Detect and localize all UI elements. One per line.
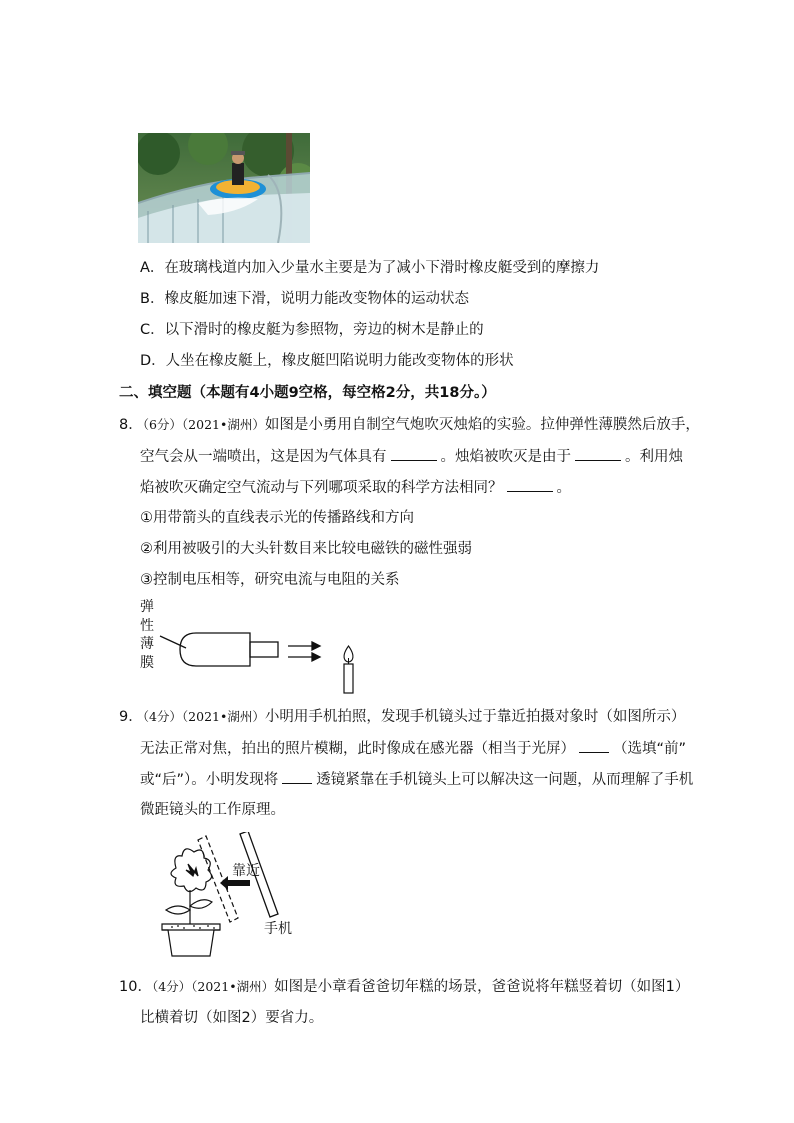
q8-text-2c: 。利用烛 — [625, 449, 683, 465]
glass-slide-photo — [138, 133, 310, 243]
q10-meta: （4分）（2021•湖州） — [151, 979, 275, 994]
phone-flower-figure — [138, 832, 308, 962]
q9-line3 — [140, 769, 693, 790]
option-b: B．橡皮艇加速下滑，说明力能改变物体的运动状态 — [140, 291, 469, 307]
q8-text-2a: 空气会从一端喷出，这是因为气体具有 — [140, 449, 387, 465]
flower-icon — [162, 849, 220, 956]
q9-text-3a: 或“后”）。小明发现将 — [140, 772, 279, 788]
near-label: 靠近 — [232, 863, 260, 879]
q10-text-1: 如图是小章看爸爸切年糕的场景，爸爸说将年糕竖着切（如图1） — [274, 979, 690, 995]
q8-text-1: 如图是小勇用自制空气炮吹灭烛焰的实验。拉伸弹性薄膜然后放手， — [264, 417, 700, 433]
q8-blank-3[interactable] — [507, 477, 553, 492]
air-flow-arrows — [288, 642, 320, 661]
q8-number: 8． — [119, 417, 143, 433]
section-title: 二、填空题（本题有4小题9空格，每空格2分，共18分。） — [119, 385, 496, 401]
q8-line2 — [140, 446, 683, 467]
pot-soil-dots — [171, 925, 215, 929]
q8-text-3a: 焰被吹灭确定空气流动与下列哪项采取的科学方法相同？ — [140, 480, 503, 496]
q9-blank-2[interactable] — [282, 769, 312, 784]
option-c: C．以下滑时的橡皮艇为参照物，旁边的树木是静止的 — [140, 322, 484, 338]
q10-line2: 比横着切（如图2）要省力。 — [140, 1010, 324, 1026]
option-d: D．人坐在橡皮艇上，橡皮艇凹陷说明力能改变物体的形状 — [140, 353, 514, 369]
q9-line4: 微距镜头的工作原理。 — [140, 802, 285, 818]
q9-line1 — [119, 707, 685, 727]
q8-choice-1: ①用带箭头的直线表示光的传播路线和方向 — [140, 510, 414, 526]
q9-line2 — [140, 738, 686, 759]
q8-blank-2[interactable] — [575, 446, 621, 461]
q8-blank-1[interactable] — [391, 446, 437, 461]
label-char: 性 — [140, 617, 154, 634]
q10-number: 10． — [119, 979, 152, 995]
q9-text-2b: （选填“前” — [613, 741, 687, 757]
q9-text-3b: 透镜紧靠在手机镜头上可以解决这一问题，从而理解了手机 — [316, 772, 694, 788]
q9-text-1: 小明用手机拍照，发现手机镜头过于靠近拍摄对象时（如图所示） — [264, 709, 686, 725]
phone-label: 手机 — [264, 921, 292, 937]
air-cannon — [160, 633, 278, 666]
q8-line1 — [119, 415, 700, 435]
label-char: 薄 — [140, 636, 154, 652]
option-a: A．在玻璃栈道内加入少量水主要是为了减小下滑时橡皮艇受到的摩擦力 — [140, 260, 600, 276]
q8-choice-2: ②利用被吸引的大头针数目来比较电磁铁的磁性强弱 — [140, 541, 472, 557]
q9-meta: （4分）（2021•湖州） — [142, 709, 265, 724]
q10-line1 — [119, 977, 689, 997]
q9-blank-1[interactable] — [579, 738, 609, 753]
q8-choice-3: ③控制电压相等，研究电流与电阻的关系 — [140, 572, 400, 588]
q8-text-2b: 。烛焰被吹灭是由于 — [440, 449, 571, 465]
q9-number: 9． — [119, 709, 143, 725]
label-char: 膜 — [140, 654, 154, 671]
q8-meta: （6分）（2021•湖州） — [142, 417, 265, 432]
candle-icon — [344, 646, 353, 693]
q9-text-2a: 无法正常对焦，拍出的照片模糊，此时像成在感光器（相当于光屏） — [140, 741, 575, 757]
q8-text-3b: 。 — [556, 480, 571, 496]
air-cannon-figure — [150, 600, 370, 700]
label-char: 弹 — [140, 599, 154, 615]
q8-line3 — [140, 477, 571, 498]
